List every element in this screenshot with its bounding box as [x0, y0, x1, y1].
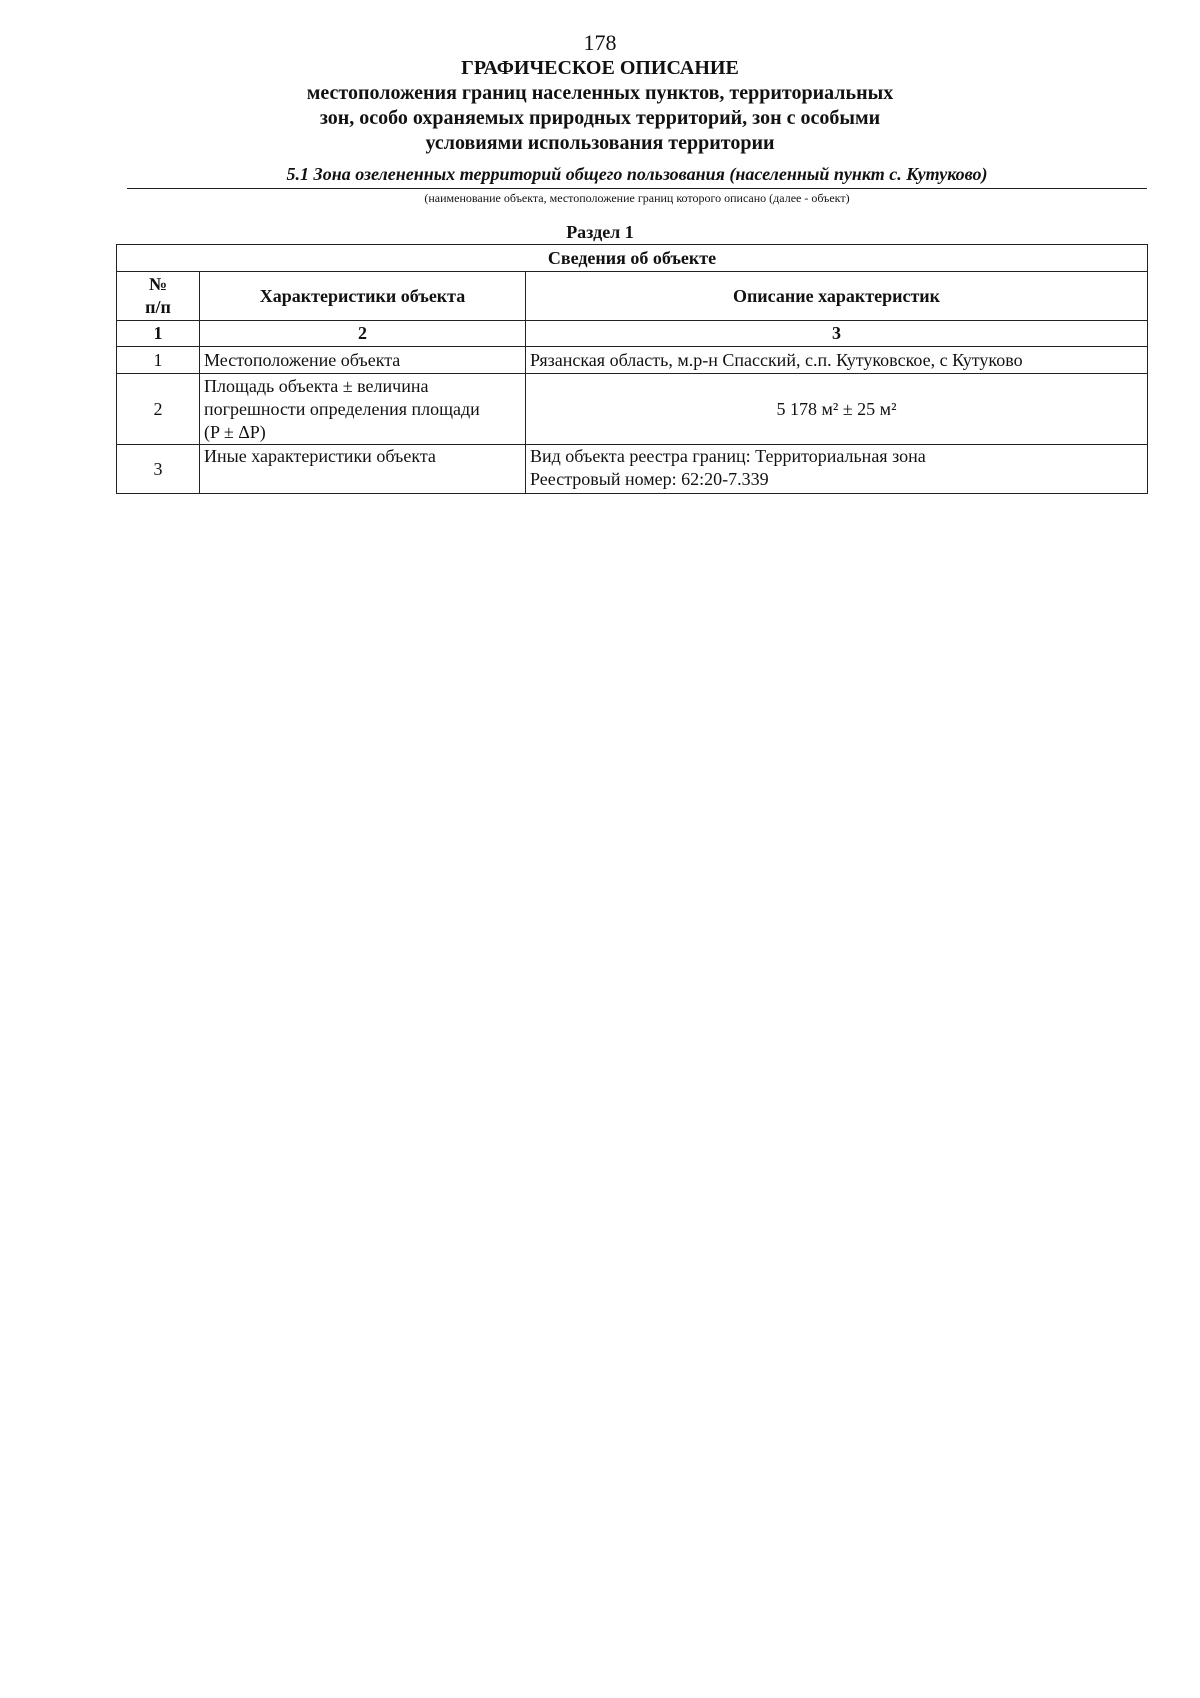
row-description: 5 178 м² ± 25 м² [526, 374, 1148, 445]
document-header [0, 56, 1200, 156]
row-characteristic [200, 374, 526, 445]
row-description-line: Вид объекта реестра границ: Территориальная зона [530, 446, 926, 466]
row-description: Рязанская область, м.р-н Спасский, с.п. Кутуковское, с Кутуково [526, 347, 1148, 374]
object-info-table [116, 244, 1148, 494]
row-characteristic-line: погрешности определения площади [204, 398, 480, 419]
column-number: 1 [117, 321, 200, 347]
header-characteristics: Характеристики объекта [200, 272, 526, 321]
row-description [526, 445, 1148, 494]
table-row [117, 374, 1148, 445]
object-caption: (наименование объекта, местоположение границ которого описано (далее - объект) [424, 191, 850, 205]
header-number-line: п/п [145, 297, 171, 317]
row-number: 3 [117, 445, 200, 494]
document-subtitle-line: зон, особо охраняемых природных территорий, зон с особыми [319, 107, 881, 129]
header-number [117, 272, 200, 321]
table-row [117, 347, 1148, 374]
document-subtitle-line: условиями использования территории [425, 132, 775, 154]
table-column-numbers-row [117, 321, 1148, 347]
row-characteristic: Местоположение объекта [200, 347, 526, 374]
table-caption: Сведения об объекте [117, 245, 1148, 272]
page-number: 178 [583, 30, 617, 55]
table-row [117, 445, 1148, 494]
header-description: Описание характеристик [526, 272, 1148, 321]
column-number: 3 [526, 321, 1148, 347]
section-title: Раздел 1 [566, 222, 634, 242]
document-subtitle-line: местоположения границ населенных пунктов, территориальных [306, 82, 894, 104]
document-title: ГРАФИЧЕСКОЕ ОПИСАНИЕ [461, 57, 739, 79]
row-characteristic: Иные характеристики объекта [200, 445, 526, 494]
column-number: 2 [200, 321, 526, 347]
row-characteristic-line: Площадь объекта ± величина [204, 375, 429, 396]
table-caption-row [117, 245, 1148, 272]
row-characteristic-line: (P ± ΔP) [204, 421, 266, 442]
object-name: 5.1 Зона озелененных территорий общего пользования (населенный пункт с. Кутуково) [286, 164, 988, 184]
header-number-line: № [148, 274, 168, 294]
object-name-underline [127, 188, 1147, 189]
row-description-line: Реестровый номер: 62:20-7.339 [530, 469, 769, 489]
row-number: 2 [117, 374, 200, 445]
table-header-row [117, 272, 1148, 321]
row-number: 1 [117, 347, 200, 374]
